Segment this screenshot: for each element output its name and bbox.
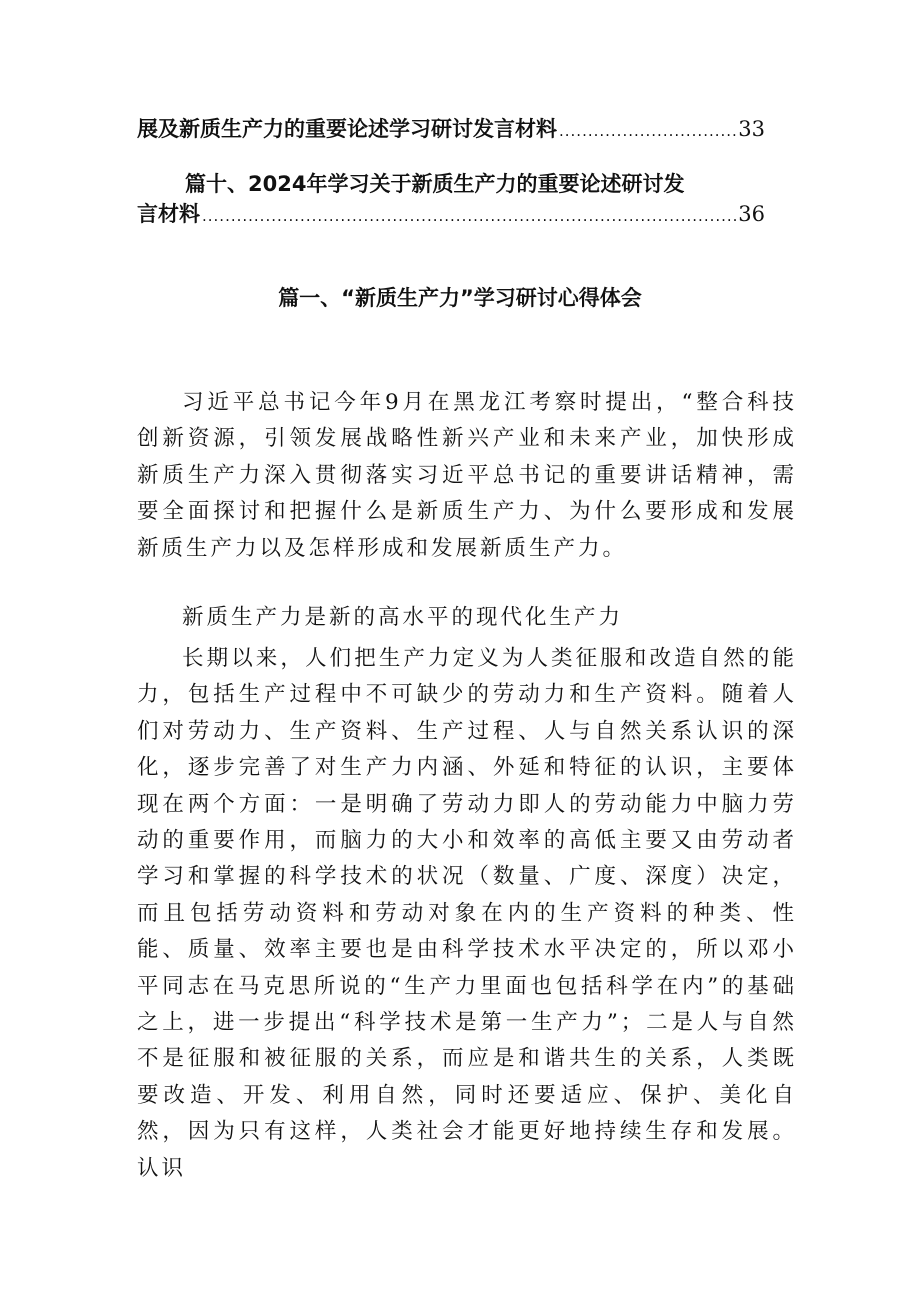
- toc-entry-10-continuation: 言材料: [137, 202, 200, 226]
- toc-entry-10-page: 36: [738, 202, 765, 226]
- paragraph-2: 新质生产力是新的高水平的现代化生产力: [182, 605, 624, 630]
- section-title: 篇一、“新质生产力”学习研讨心得体会: [278, 286, 642, 310]
- paragraph-1: 习近平总书记今年9月在黑龙江考察时提出，“整合科技创新资源，引领发展战略性新兴产业和未来产业，加快形成新质生产力深入贯彻落实习近平总书记的重要讲话精神，需要全面探讨和把握什么是新质生产力、为什么要形成和发展新质生产力以及怎样形成和发展新质生产力。: [137, 390, 797, 561]
- toc-entry-9-text: 展及新质生产力的重要论述学习研讨发言材料: [137, 117, 557, 141]
- paragraph-3: 长期以来，人们把生产力定义为人类征服和改造自然的能力，包括生产过程中不可缺少的劳动力和生产资料。随着人们对劳动力、生产资料、生产过程、人与自然关系认识的深化，逐步完善了对生产力内涵、外延和特征的认识，主要体现在两个方面：一是明确了劳动力即人的劳动能力中脑力劳动的重要作用，而脑力的大小和效率的高低主要又由劳动者学习和掌握的科学技术的状况（数量、广度、深度）决定，而且包括劳动资料和劳动对象在内的生产资料的种类、性能、质量、效率主要也是由科学技术水平决定的，所以邓小平同志在马克思所说的“生产力里面也包括科学在内”的基础之上，进一步提出“科学技术是第一生产力”；二是人与自然不是征服和被征服的关系，而应是和谐共生的关系，人类既要改造、开发、利用自然，同时还要适应、保护、美化自然，因为只有这样，人类社会才能更好地持续生存和发展。认识: [137, 646, 797, 1181]
- toc-entry-10-heading[interactable]: 篇十、2024年学习关于新质生产力的重要论述研讨发: [185, 172, 685, 196]
- toc-leader-dots: [559, 122, 736, 140]
- toc-entry-10[interactable]: [137, 198, 765, 238]
- toc-leader-dots: [202, 207, 736, 225]
- toc-entry-9-page: 33: [738, 117, 765, 141]
- toc-entry-9[interactable]: [137, 113, 765, 153]
